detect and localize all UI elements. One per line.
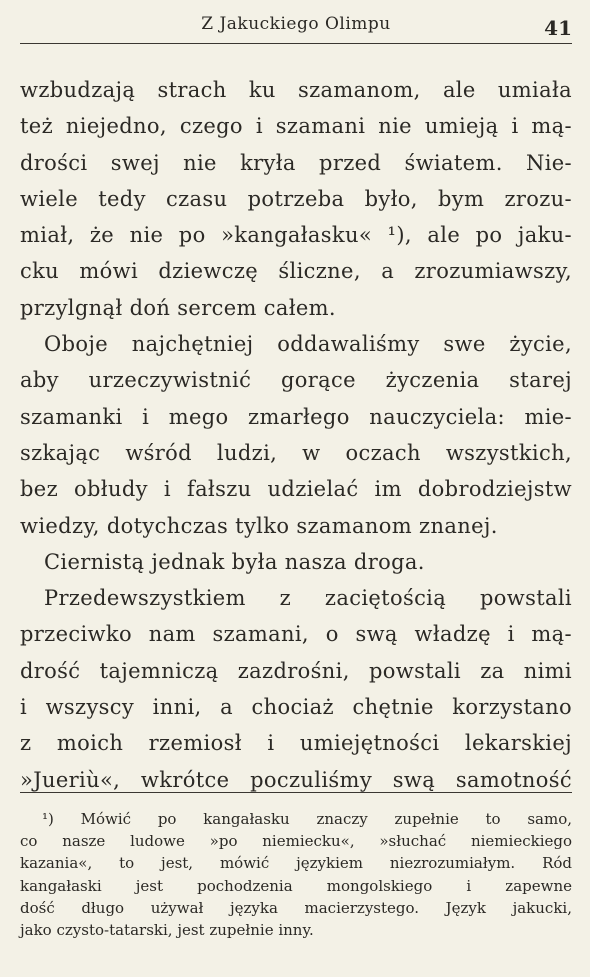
body-line: Oboje najchętniej oddawaliśmy swe życie, <box>44 332 572 357</box>
body-line: przylgnął doń sercem całem. <box>20 295 336 320</box>
body-line: »Jueriù«, wkrótce poczuliśmy swą samotność <box>20 767 572 792</box>
body-line: z moich rzemiosł i umiejętności lekarskiej <box>20 731 572 756</box>
footnote-line: ¹) Mówić po kangałasku znaczy zupełnie to samo, <box>42 810 572 828</box>
body-line: drości swej nie kryła przed światem. Nie- <box>20 150 572 175</box>
footnote-line: co nasze ludowe »po niemiecku«, »słuchać niemieckiego <box>20 832 572 851</box>
body-line: bez obłudy i fałszu udzielać im dobrodziejstw <box>20 477 572 502</box>
body-text <box>20 72 572 798</box>
footnote-rule <box>20 792 572 793</box>
body-line: wiedzy, dotychczas tylko szamanom znanej. <box>20 513 498 538</box>
footnote-line: jako czysto-tatarski, jest zupełnie inny. <box>20 920 314 939</box>
body-line: cku mówi dziewczę śliczne, a zrozumiawszy, <box>20 259 572 284</box>
footnote-line: kangałaski jest pochodzenia mongolskiego i zapewne <box>20 876 572 895</box>
page-header <box>20 8 572 44</box>
body-line: też niejedno, czego i szamani nie umieją i mą- <box>20 114 572 139</box>
body-line: wiele tedy czasu potrzeba było, bym zrozu- <box>20 186 572 211</box>
header-rule <box>20 43 572 44</box>
body-line: aby urzeczywistnić gorące życzenia starej <box>20 368 572 393</box>
page-number: 41 <box>544 16 572 40</box>
body-line: i wszyscy inni, a chociaż chętnie korzystano <box>20 695 572 720</box>
footnotes <box>20 808 572 941</box>
body-line: szkając wśród ludzi, w oczach wszystkich, <box>20 440 572 465</box>
body-line: miał, że nie po »kangałasku« ¹), ale po jaku- <box>20 223 572 248</box>
running-head: Z Jakuckiego Olimpu <box>201 14 391 34</box>
body-line: szamanki i mego zmarłego nauczyciela: mie- <box>20 404 572 429</box>
body-line: Przedewszystkiem z zaciętością powstali <box>44 586 572 611</box>
body-line: przeciwko nam szamani, o swą władzę i mą- <box>20 622 572 647</box>
footnote-line: dość długo używał języka macierzystego. Język jakucki, <box>20 898 572 917</box>
footnote-line: kazania«, to jest, mówić językiem niezrozumiałym. Ród <box>20 854 572 873</box>
body-line: Ciernistą jednak była nasza droga. <box>44 549 425 574</box>
body-line: wzbudzają strach ku szamanom, ale umiała <box>20 78 572 102</box>
body-line: drość tajemniczą zazdrośni, powstali za nimi <box>20 658 572 683</box>
